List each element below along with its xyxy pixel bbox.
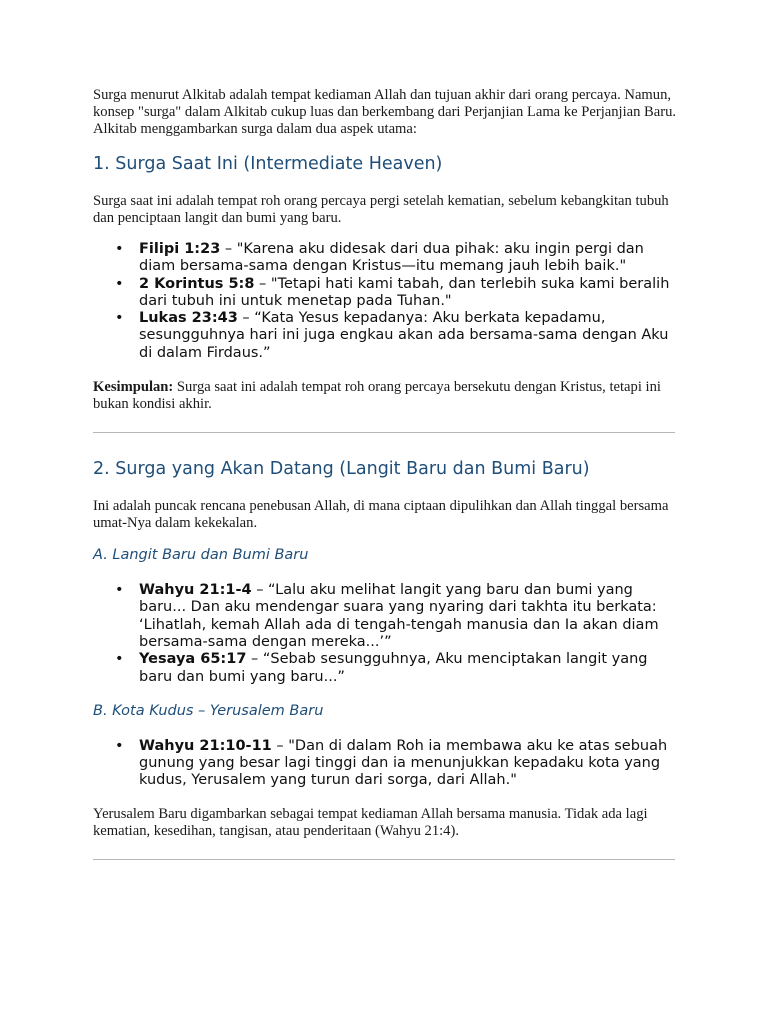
list-item [93, 651, 678, 686]
verse-text: – "Karena aku didesak dari dua pihak: aku ingin pergi dan diam bersama-sama dengan Kristus—itu memang jauh lebih baik." [139, 241, 644, 275]
subsection-a-heading: A. Langit Baru dan Bumi Baru [93, 547, 309, 564]
bullet-icon: • [115, 651, 124, 668]
list-item [93, 582, 678, 651]
subsection-b-verse-list [93, 738, 678, 790]
section-1-heading: 1. Surga Saat Ini (Intermediate Heaven) [93, 154, 443, 174]
conclusion-text: Surga saat ini adalah tempat roh orang percaya bersekutu dengan Kristus, tetapi ini bukan kondisi akhir. [93, 379, 661, 413]
verse-reference: Wahyu 21:1-4 [139, 582, 252, 599]
bullet-icon: • [115, 310, 124, 327]
document-page [93, 87, 678, 860]
verse-text: – "Dan di dalam Roh ia membawa aku ke atas sebuah gunung yang besar lagi tinggi dan ia menunjukkan kepadaku kota yang kudus, Yerusalem yang turun dari sorga, dari Allah." [139, 737, 668, 789]
subsection-a-verse-list [93, 582, 678, 686]
list-item [93, 276, 678, 311]
section-2-paragraph: Ini adalah puncak rencana penebusan Allah, di mana ciptaan dipulihkan dan Allah tinggal bersama umat-Nya dalam kekekalan. [93, 498, 669, 532]
verse-text: – “Kata Yesus kepadanya: Aku berkata kepadamu, sesungguhnya hari ini juga engkau akan ada bersama-sama dengan Aku di dalam Firdaus.” [139, 310, 669, 361]
list-item [93, 738, 678, 790]
section-divider [93, 859, 675, 860]
conclusion-label: Kesimpulan: [93, 379, 174, 396]
closing-paragraph: Yerusalem Baru digambarkan sebagai tempat kediaman Allah bersama manusia. Tidak ada lagi kematian, kesedihan, tangisan, atau penderitaan (Wahyu 21:4). [93, 805, 648, 839]
verse-text: – “Sebab sesungguhnya, Aku menciptakan langit yang baru dan bumi yang baru...” [139, 651, 648, 685]
bullet-icon: • [115, 275, 124, 292]
section-1-paragraph: Surga saat ini adalah tempat roh orang percaya pergi setelah kematian, sebelum kebangkitan tubuh dan penciptaan langit dan bumi yang baru. [93, 193, 669, 226]
verse-reference: 2 Korintus 5:8 [139, 275, 255, 292]
section-divider [93, 432, 675, 433]
conclusion-paragraph [93, 379, 678, 413]
verse-text: – "Tetapi hati kami tabah, dan terlebih suka kami beralih dari tubuh ini untuk menetap pada Tuhan." [139, 275, 670, 309]
subsection-b-heading: B. Kota Kudus – Yerusalem Baru [93, 702, 324, 719]
verse-reference: Filipi 1:23 [139, 241, 221, 257]
section-2-heading: 2. Surga yang Akan Datang (Langit Baru dan Bumi Baru) [93, 459, 590, 480]
list-item [93, 241, 678, 276]
verse-reference: Wahyu 21:10-11 [139, 737, 272, 754]
section-1-verse-list [93, 241, 678, 362]
verse-text: – “Lalu aku melihat langit yang baru dan bumi yang baru... Dan aku mendengar suara yang nyaring dari takhta itu berkata: ‘Lihatlah, kemah Allah ada di tengah-tengah manusia dan Ia akan diam bersama-sama dengan mereka...’” [139, 582, 659, 650]
verse-reference: Yesaya 65:17 [139, 651, 247, 668]
verse-reference: Lukas 23:43 [139, 310, 238, 327]
bullet-icon: • [115, 241, 124, 257]
bullet-icon: • [115, 737, 124, 754]
bullet-icon: • [115, 582, 124, 599]
intro-paragraph: Surga menurut Alkitab adalah tempat kediaman Allah dan tujuan akhir dari orang percaya. Namun, konsep "surga" dalam Alkitab cukup luas dan berkembang dari Perjanjian Lama ke Perjanjian Baru. Alkitab menggambarkan surga dalam dua aspek utama: [93, 87, 677, 137]
list-item [93, 310, 678, 362]
